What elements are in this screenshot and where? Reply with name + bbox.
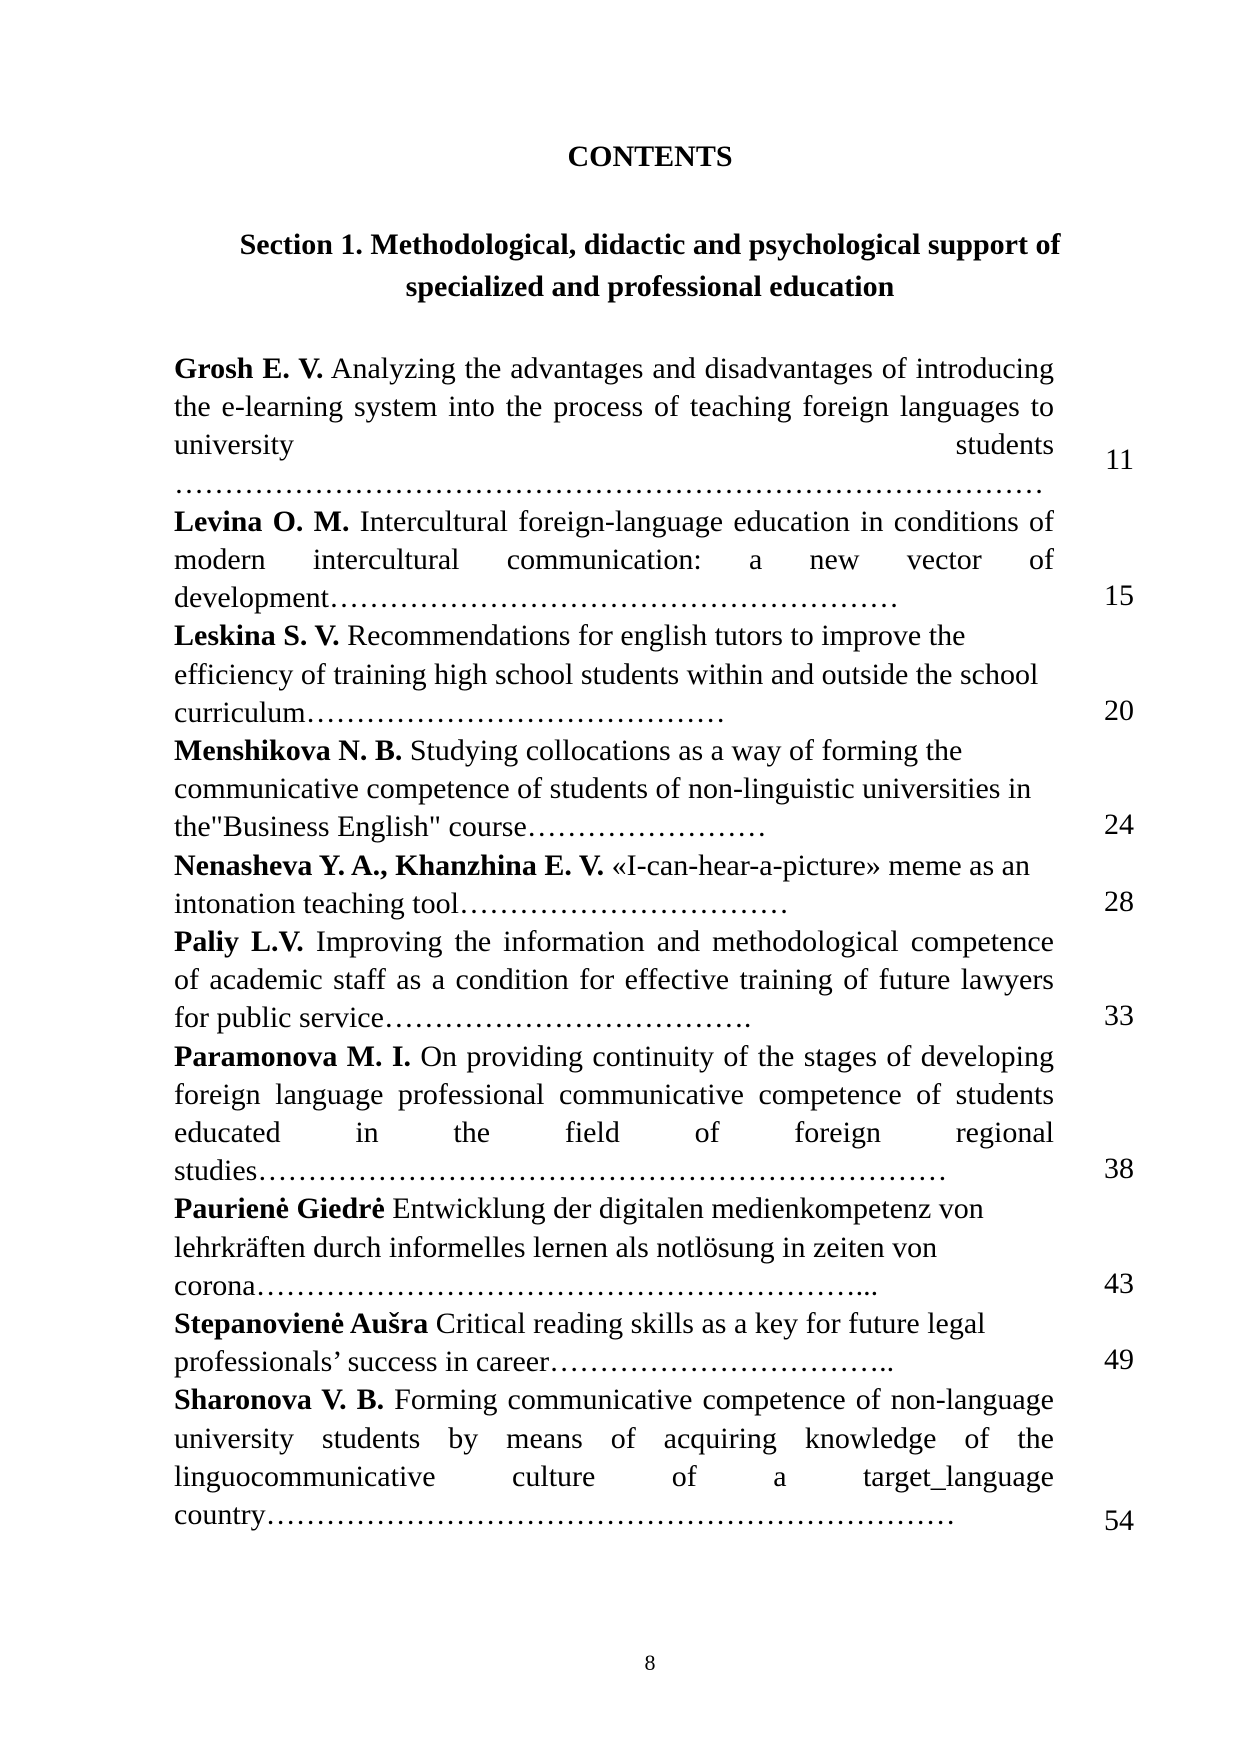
entry-leader: …………………………… <box>458 886 789 920</box>
entry-page-number: 24 <box>1104 808 1134 842</box>
section-title: Section 1. Methodological, didactic and psychological support of specialized and professional education <box>239 228 1061 303</box>
entry-title: Analyzing the advantages and disadvantages of introducing the e-learning system into the process of teaching foreign languages to university students <box>174 352 1054 462</box>
toc-entry <box>174 503 1134 618</box>
toc-entry <box>174 1305 1134 1381</box>
entry-page-number: 54 <box>1104 1504 1134 1538</box>
entry-title: Recommendations for english tutors to improve the efficiency of training high school students within and outside the school curriculum <box>174 619 1039 729</box>
entry-text <box>174 1305 1054 1381</box>
entry-author: Levina O. M. <box>174 504 350 538</box>
entry-leader: ………………………………. <box>383 1001 752 1035</box>
entry-author: Stepanovienė Aušra <box>174 1307 429 1341</box>
entry-leader: ………………………………………………… <box>328 581 899 615</box>
toc-entry <box>174 1381 1134 1538</box>
toc-entry <box>174 617 1134 732</box>
entry-title: «I-can-hear-a-picture» meme as an intonation teaching tool <box>174 848 1030 920</box>
entry-author: Grosh E. V. <box>174 352 324 385</box>
entry-title: Entwicklung der digitalen medienkompetenz von lehrkräften durch informelles lernen als notlösung in zeiten von corona <box>174 1192 984 1302</box>
entry-leader: …………………………………………………………………………… <box>174 466 1044 500</box>
entry-title: On providing continuity of the stages of developing foreign language professional communicative competence of students educated in the field of foreign regional studies <box>174 1039 1055 1188</box>
entry-text <box>174 923 1054 1038</box>
entry-text <box>174 732 1054 847</box>
entry-page-number: 33 <box>1104 999 1134 1033</box>
entry-text <box>174 350 1054 503</box>
toc-entry <box>174 847 1134 923</box>
entry-leader: …………………………….. <box>549 1345 895 1379</box>
entry-leader: ……………………………………………………... <box>255 1268 879 1302</box>
entry-leader: …………………………………………………………… <box>265 1498 956 1532</box>
entry-text <box>174 503 1054 618</box>
entry-author: Sharonova V. B. <box>174 1383 385 1417</box>
entry-author: Menshikova N. B. <box>174 734 403 768</box>
entry-page-number: 11 <box>1105 442 1134 476</box>
entry-title: Critical reading skills as a key for future legal professionals’ success in career <box>174 1307 986 1379</box>
table-of-contents <box>174 350 1134 1538</box>
entry-text <box>174 1381 1054 1534</box>
entry-leader: …………………… <box>526 810 767 844</box>
entry-title: Studying collocations as a way of forming the communicative competence of students of non-linguistic universities in the"Business English" course <box>174 734 1032 844</box>
entry-text <box>174 617 1054 732</box>
entry-page-number: 20 <box>1104 693 1134 727</box>
entry-text <box>174 847 1054 923</box>
entry-text <box>174 1038 1054 1191</box>
toc-entry <box>174 350 1134 503</box>
entry-page-number: 43 <box>1104 1266 1134 1300</box>
entry-title: Improving the information and methodological competence of academic staff as a condition for effective training of future lawyers for public service <box>174 925 1054 1035</box>
entry-author: Leskina S. V. <box>174 619 340 653</box>
toc-entry <box>174 1190 1134 1305</box>
toc-entry <box>174 923 1134 1038</box>
entry-author: Paliy L.V. <box>174 925 304 959</box>
page-number: 8 <box>644 1650 656 1675</box>
toc-entry <box>174 1038 1134 1191</box>
entry-page-number: 28 <box>1104 884 1134 918</box>
entry-page-number: 49 <box>1104 1343 1134 1377</box>
entry-leader: …………………………………………………………… <box>257 1154 948 1188</box>
entry-page-number: 38 <box>1104 1152 1134 1186</box>
entry-leader: …………………………………… <box>305 695 726 729</box>
entry-page-number: 15 <box>1104 579 1134 613</box>
entry-author: Nenasheva Y. A., Khanzhina E. V. <box>174 848 605 882</box>
entry-author: Paurienė Giedrė <box>174 1192 385 1226</box>
page-title: CONTENTS <box>567 140 733 173</box>
entry-text <box>174 1190 1054 1305</box>
toc-entry <box>174 732 1134 847</box>
entry-title: Intercultural foreign-language education in conditions of modern intercultural communication: a new vector of development <box>174 504 1054 615</box>
entry-title: Forming communicative competence of non-language university students by means of acquiring knowledge of the linguocommunicative culture of a target_language country <box>174 1383 1054 1532</box>
entry-author: Paramonova M. I. <box>174 1039 411 1073</box>
